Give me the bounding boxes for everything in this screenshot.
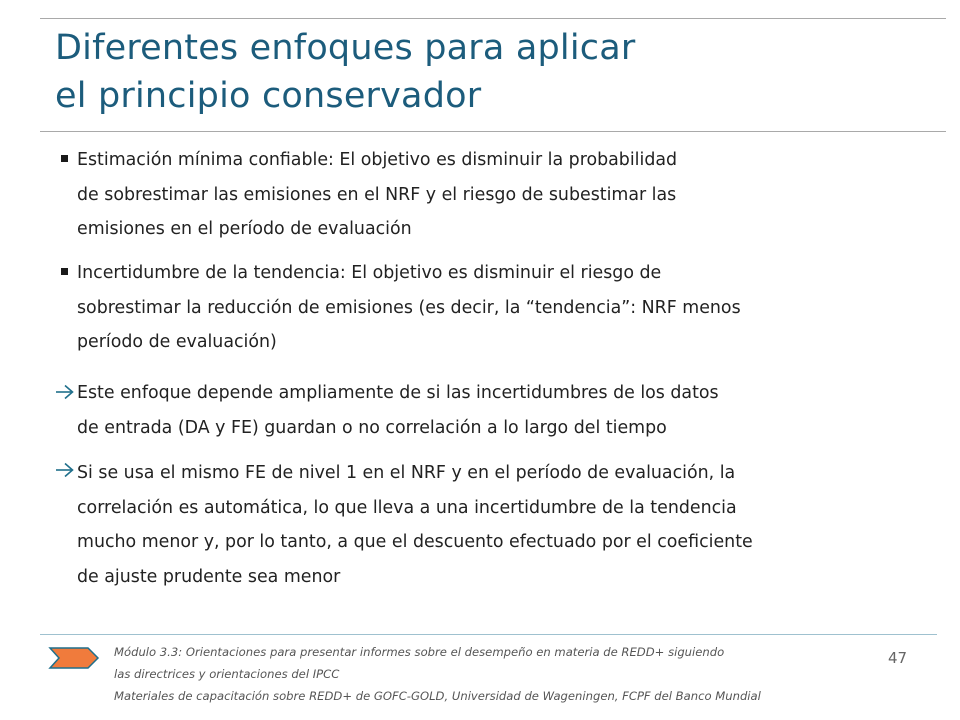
arrow-icon [55,462,75,478]
footer-divider [40,634,937,635]
arrow-line: de entrada (DA y FE) guardan o no correlación a lo largo del tiempo [77,417,667,438]
arrow-line: correlación es automática, lo que lleva a una incertidumbre de la tendencia [77,497,737,518]
slide-title-line-1: Diferentes enfoques para aplicar [55,28,636,68]
footer-line: las directrices y orientaciones del IPCC [114,667,340,681]
top-divider [40,18,946,19]
bullet-item-incertidumbre [77,256,937,360]
title-divider [40,131,946,132]
square-bullet-icon [61,268,68,275]
arrow-line: de ajuste prudente sea menor [77,566,341,587]
bullet-line: emisiones en el período de evaluación [77,219,412,239]
footer-line: Materiales de capacitación sobre REDD+ de GOFC-GOLD, Universidad de Wageningen, FCPF del Banco Mundial [114,689,761,703]
arrow-line: Este enfoque depende ampliamente de si las incertidumbres de los datos [77,383,719,403]
bullet-line: Incertidumbre de la tendencia: El objetivo es disminuir el riesgo de [77,263,662,283]
arrow-icon [55,384,75,400]
arrow-item-enfoque [77,376,937,445]
arrow-item-mismo-fe [77,456,937,594]
chevron-icon [48,646,100,670]
bullet-line: período de evaluación) [77,332,277,352]
footer-citation [114,641,894,707]
bullet-line: sobrestimar la reducción de emisiones (es decir, la “tendencia”: NRF menos [77,297,741,318]
footer-line: Módulo 3.3: Orientaciones para presentar informes sobre el desempeño en materia de REDD+ siguiendo [114,645,725,659]
page-number: 47 [888,649,908,667]
slide-title [55,24,935,120]
arrow-line: Si se usa el mismo FE de nivel 1 en el NRF y en el período de evaluación, la [77,463,736,483]
bullet-line: de sobrestimar las emisiones en el NRF y el riesgo de subestimar las [77,184,677,205]
square-bullet-icon [61,155,68,162]
bullet-item-estimacion [77,143,937,247]
arrow-line: mucho menor y, por lo tanto, a que el descuento efectuado por el coeficiente [77,532,753,552]
bullet-line: Estimación mínima confiable: El objetivo es disminuir la probabilidad [77,150,678,170]
slide-title-line-2: el principio conservador [55,76,482,116]
